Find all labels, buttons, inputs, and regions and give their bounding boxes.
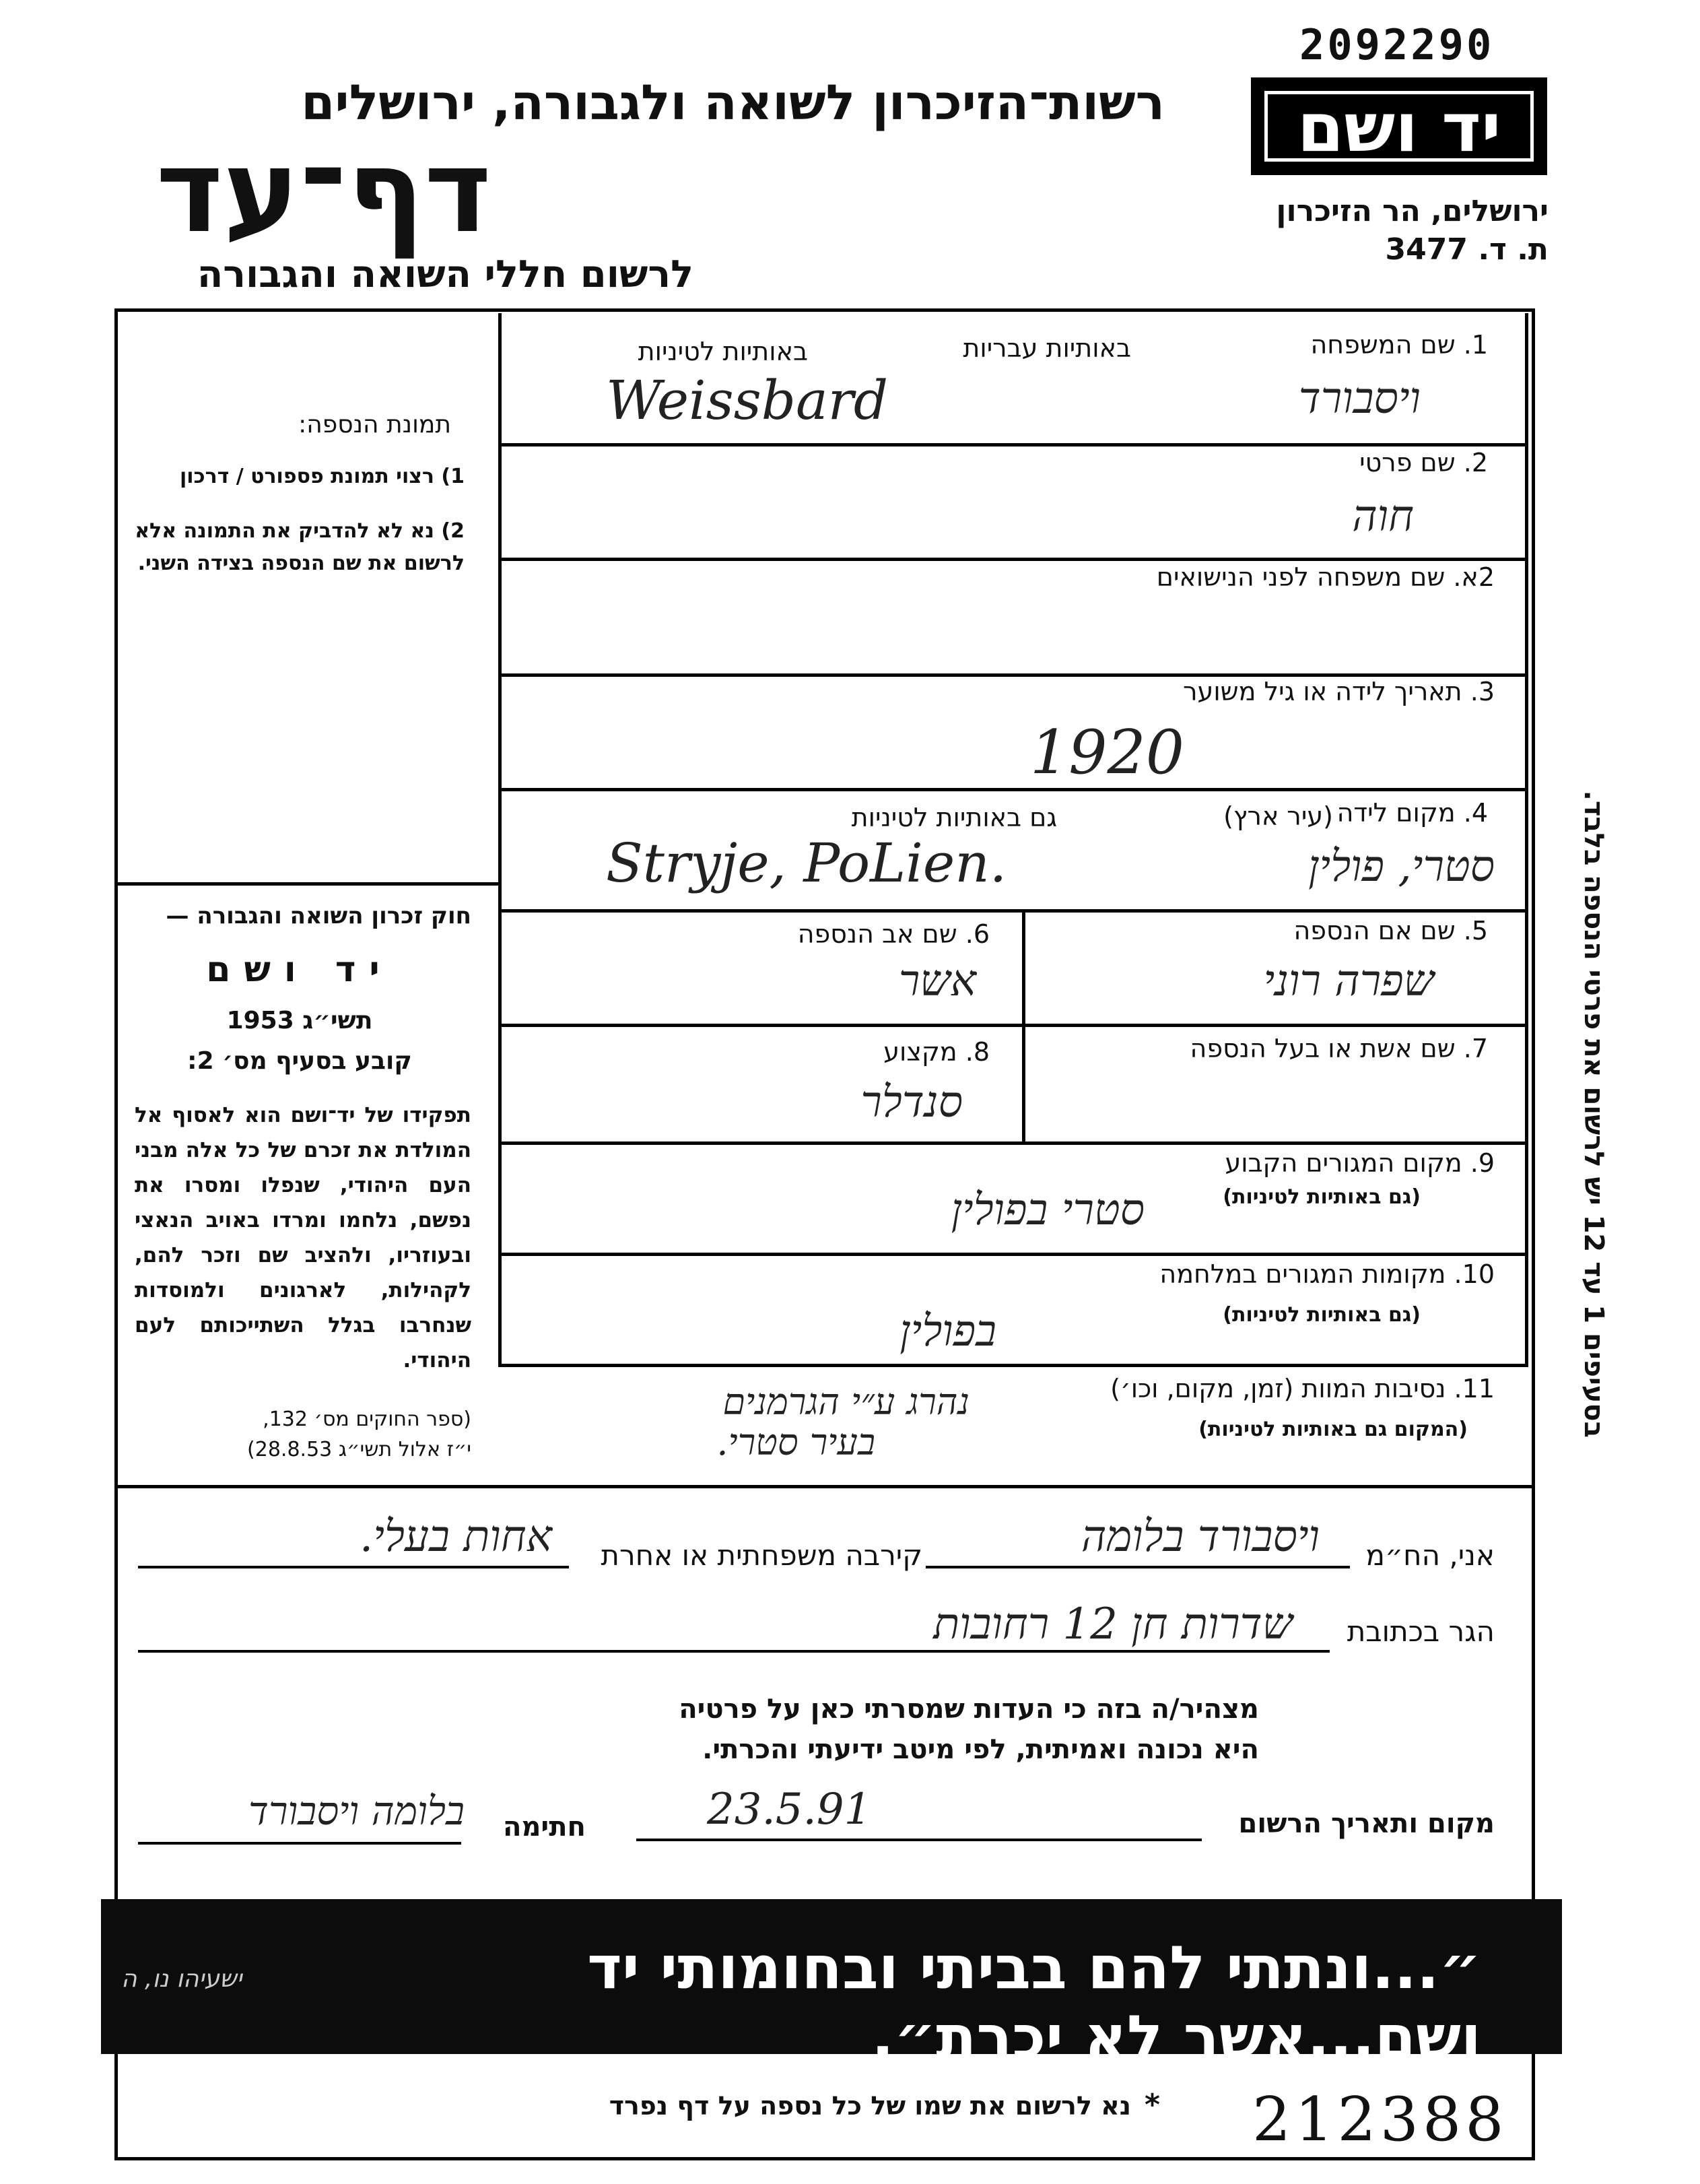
field-6-label: 6. שם אב הנספה [797, 919, 990, 949]
declarant-value[interactable]: ויסבורד בלומה [1081, 1512, 1320, 1562]
field-10-hint: (גם באותיות לטיניות) [1223, 1303, 1421, 1327]
field-10-label: 10. מקומות המגורים במלחמה [1159, 1259, 1495, 1289]
footnote [566, 2091, 1131, 2121]
address-line [138, 1650, 1330, 1653]
logo-text: יד ושם [1264, 91, 1534, 162]
field-3-label: 3. תאריך לידה או גיל משוער [1183, 677, 1495, 706]
banner-source: ישעיהו נו, ה [121, 1965, 242, 1993]
field-9-label: 9. מקום המגורים הקבוע [1225, 1148, 1495, 1178]
row-separator [498, 1364, 1528, 1367]
law-name: יד ושם [206, 950, 393, 990]
law-ref-1: (ספר החוקים מס׳ 132, [263, 1408, 471, 1431]
declarant-label: אני, הח״מ [1365, 1539, 1495, 1572]
document-number: 2092290 [1299, 20, 1495, 69]
address-value[interactable]: שדרות חן 12 רחובות [933, 1599, 1293, 1649]
relation-label: קירבה משפחתית או אחרת [601, 1539, 922, 1572]
split-divider [1022, 909, 1025, 1141]
right-column-border [1525, 313, 1528, 1367]
yad-vashem-logo [1251, 77, 1547, 175]
authority-name: רשות־הזיכרון לשואה ולגבורה, ירושלים [301, 74, 1165, 131]
row-separator [498, 558, 1528, 561]
field-4-value-hebrew[interactable]: סטרי, פולין [1308, 842, 1495, 892]
field-3-value[interactable]: 1920 [1030, 717, 1185, 788]
row-separator [498, 1024, 1528, 1027]
signature-label: חתימה [502, 1812, 586, 1843]
law-heading: חוק זכרון השואה והגבורה — [166, 902, 471, 929]
signature-line [138, 1842, 461, 1845]
relation-line [138, 1566, 569, 1568]
field-1-label: 1. שם המשפחה [1310, 330, 1488, 360]
declaration-divider [114, 1485, 1535, 1488]
field-9-hint: (גם באותיות לטיניות) [1223, 1185, 1421, 1209]
field-4-latin-label: גם באותיות לטיניות [851, 803, 1057, 832]
row-separator [498, 1141, 1528, 1145]
statement-line-1: מצהיר/ה בזה כי העדות שמסרתי כאן על פרטיה [679, 1694, 1259, 1725]
address-label: הגר בכתובת [1347, 1615, 1495, 1648]
field-2-value[interactable]: חוה [1352, 492, 1414, 541]
place-date-value[interactable]: 23.5.91 [707, 1785, 872, 1834]
field-6-value[interactable]: אשר [898, 956, 976, 1006]
side-note-text: בסעיפים 1 עד 12 יש לרשום את פרטי הנספה בלבד. [1578, 790, 1609, 1438]
field-1-value-latin[interactable]: Weissbard [606, 369, 889, 432]
law-clause: קובע בסעיף מס׳ 2: [187, 1047, 412, 1075]
field-5-label: 5. שם אם הנספה [1293, 916, 1488, 946]
field-2-label: 2. שם פרטי [1359, 448, 1488, 477]
field-11-value-line2[interactable]: בעיר סטרי. [716, 1421, 875, 1463]
relation-value[interactable]: אחות בעלי. [359, 1512, 552, 1562]
photo-law-divider [114, 882, 502, 886]
field-4-value-latin[interactable]: Stryje, PoLien. [606, 832, 1007, 894]
row-separator [498, 1253, 1528, 1256]
field-1-latin-label: באותיות לטיניות [638, 337, 808, 366]
field-4-hint: (עיר ארץ) [1223, 801, 1333, 831]
field-1-hebrew-label: באותיות עבריות [963, 333, 1131, 363]
side-note [1549, 704, 1616, 1438]
field-9-value[interactable]: סטרי בפולין [951, 1185, 1145, 1235]
form-title: דף־עד [156, 125, 491, 259]
law-ref-2: י״ז אלול תשי״ג 28.8.53) [247, 1438, 471, 1461]
footnote-mark: * [1145, 2088, 1161, 2122]
logo-pobox: ת. ד. 3477 [1385, 232, 1549, 267]
photo-note-2: 2) נא לא להדביק את התמונה אלא לרשום את שם הנספה בצידה השני. [135, 519, 465, 575]
place-date-label: מקום ותאריך הרשום [1238, 1808, 1495, 1839]
form-subtitle: לרשום חללי השואה והגבורה [197, 253, 693, 296]
declarant-line [926, 1566, 1350, 1568]
field-11-label: 11. נסיבות המוות (זמן, מקום, וכו׳) [1110, 1374, 1495, 1403]
photo-note-1: 1) רצוי תמונת פספורט / דרכון [179, 465, 465, 488]
row-separator [498, 788, 1528, 791]
field-4-label: 4. מקום לידה [1336, 798, 1488, 828]
left-column-divider [498, 313, 502, 1367]
footnote-text: נא לרשום את שמו של כל נספה על דף נפרד [609, 2091, 1131, 2121]
page-number: 212388 [1252, 2084, 1508, 2155]
law-year: תשי״ג 1953 [226, 1007, 373, 1034]
statement-line-2: היא נכונה ואמיתית, לפי מיטב ידיעתי והכרתי. [702, 1734, 1259, 1765]
field-10-value[interactable]: בפולין [899, 1306, 996, 1356]
row-separator [498, 443, 1528, 446]
field-8-value[interactable]: סנדלר [860, 1078, 963, 1127]
logo-location: ירושלים, הר הזיכרון [1276, 194, 1549, 228]
field-5-value[interactable]: שפרה רוני [1263, 956, 1434, 1006]
field-2a-label: 2א. שם משפחה לפני הנישואים [1156, 562, 1495, 592]
place-date-line [636, 1839, 1202, 1841]
field-11-value-line1[interactable]: נהרג ע״י הגרמנים [722, 1381, 970, 1423]
field-7-label: 7. שם אשת או בעל הנספה [1190, 1034, 1488, 1063]
field-11-hint: (המקום גם באותיות לטיניות) [1198, 1418, 1468, 1441]
signature-value[interactable]: בלומה ויסבורד [248, 1788, 465, 1834]
field-8-label: 8. מקצוע [883, 1037, 990, 1067]
row-separator [498, 909, 1528, 913]
law-body: תפקידו של יד־ושם הוא לאסוף אל המולדת את זכרם של כל אלה מבני העם היהודי, שנפלו ומסרו את נפשם, נלחמו ומרדו באויב הנאצי ובעוזריו, ולהציב שם וזכר להם, לקהילות, לארגונים ולמוסדות שנחרבו בגלל השתייכותם לעם היהודי. [135, 1103, 471, 1372]
field-1-value-hebrew[interactable]: ויסבורד [1298, 374, 1421, 424]
photo-box-title: תמונת הנספה: [298, 411, 451, 438]
banner-quote: ״...ונתתי להם בביתי ובחומותי יד ושם...אשר לא יכרת״. [587, 1933, 1481, 2072]
